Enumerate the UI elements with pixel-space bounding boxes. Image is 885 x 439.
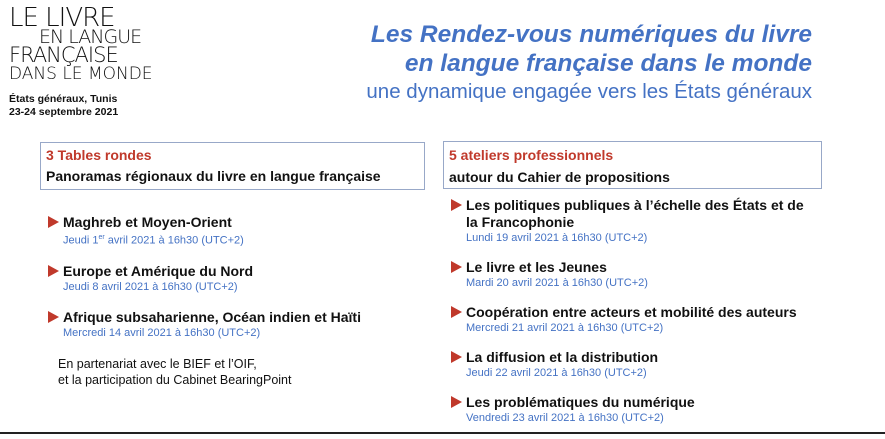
ateliers-list	[451, 197, 821, 439]
item-date: Lundi 19 avril 2021 à 16h30 (UTC+2)	[466, 232, 648, 244]
tables-rondes-box	[40, 142, 425, 190]
list-item	[48, 214, 428, 248]
logo-line-3: FRANÇAISE	[9, 43, 118, 67]
item-date: Jeudi 8 avril 2021 à 16h30 (UTC+2)	[63, 280, 238, 293]
item-date: Mercredi 14 avril 2021 à 16h30 (UTC+2)	[63, 326, 261, 339]
tables-list	[48, 214, 428, 355]
arrow-right-icon	[451, 351, 462, 363]
tables-subheading: Panoramas régionaux du livre en langue française	[46, 168, 381, 184]
arrow-right-icon	[48, 216, 59, 228]
item-title: Afrique subsaharienne, Océan indien et Haïti	[63, 308, 361, 325]
logo-line-1: LE LIVRE	[9, 3, 115, 33]
ateliers-subheading: autour du Cahier de propositions	[449, 169, 670, 185]
list-item	[451, 349, 821, 380]
ateliers-heading: 5 ateliers professionnels	[449, 147, 614, 163]
arrow-right-icon	[48, 311, 59, 323]
item-date: Mercredi 21 avril 2021 à 16h30 (UTC+2)	[466, 322, 664, 334]
list-item	[48, 263, 428, 294]
title-line-1: Les Rendez-vous numériques du livre	[370, 21, 812, 48]
arrow-right-icon	[48, 265, 59, 277]
subtitle: une dynamique engagée vers les États généraux	[366, 80, 812, 103]
bottom-rule	[0, 432, 885, 434]
item-title-cont: la Francophonie	[466, 214, 575, 230]
arrow-right-icon	[451, 306, 462, 318]
list-item	[451, 197, 821, 245]
item-title: Le livre et les Jeunes	[466, 259, 607, 275]
arrow-right-icon	[451, 396, 462, 408]
logo-line-2: EN LANGUE	[39, 26, 142, 48]
arrow-right-icon	[451, 261, 462, 273]
ateliers-box	[443, 141, 822, 189]
item-title: La diffusion et la distribution	[466, 349, 659, 365]
list-item	[48, 309, 428, 340]
item-title: Coopération entre acteurs et mobilité des auteurs	[466, 304, 797, 320]
list-item	[451, 304, 821, 335]
list-item	[451, 394, 821, 425]
item-title: Les politiques publiques à l’échelle des États et de	[466, 197, 804, 213]
item-date: Jeudi 1er avril 2021 à 16h30 (UTC+2)	[63, 234, 244, 247]
partner-line-1: En partenariat avec le BIEF et l’OIF,	[58, 357, 257, 371]
arrow-right-icon	[451, 199, 462, 211]
item-title: Les problématiques du numérique	[466, 394, 695, 410]
logo-line-4: DANS LE MONDE	[9, 64, 153, 84]
event-dates: 23-24 septembre 2021	[9, 106, 119, 118]
page-header	[366, 20, 812, 105]
item-title: Europe et Amérique du Nord	[63, 262, 254, 279]
item-date: Jeudi 22 avril 2021 à 16h30 (UTC+2)	[466, 367, 647, 379]
item-date: Mardi 20 avril 2021 à 16h30 (UTC+2)	[466, 277, 648, 289]
partner-note	[58, 356, 291, 388]
title-line-2: en langue française dans le monde	[404, 50, 812, 77]
item-title: Maghreb et Moyen-Orient	[63, 214, 232, 230]
event-info	[9, 93, 179, 119]
tables-heading: 3 Tables rondes	[46, 147, 152, 163]
event-logo	[9, 3, 179, 119]
partner-line-2: et la participation du Cabinet BearingPoint	[58, 373, 292, 387]
event-location: États généraux, Tunis	[9, 93, 118, 105]
list-item	[451, 259, 821, 290]
item-date: Vendredi 23 avril 2021 à 16h30 (UTC+2)	[466, 412, 664, 424]
